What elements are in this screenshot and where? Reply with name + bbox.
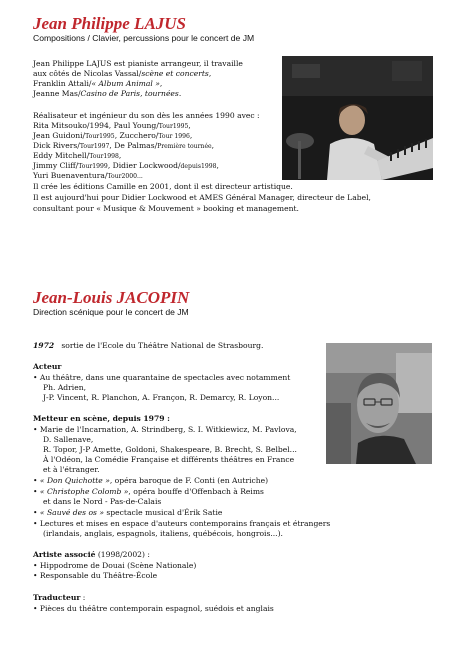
lajus-career-line-2: Rita Mitsouko/1994, Paul Young/Tour1995,	[33, 121, 191, 130]
lajus-career-line-6: Jimmy Cliff/Tour1999, Didier Lockwood/depuis1998,	[33, 161, 219, 170]
jacopin-traducteur-line-1: • Pièces du théâtre contemporain espagnol, suédois et anglais	[33, 604, 274, 613]
jacopin-artiste-line-2: • Responsable du Théâtre-École	[33, 571, 158, 580]
lajus-intro-line-1: Jean Philippe LAJUS est pianiste arrangeur, il travaille	[33, 59, 243, 68]
lajus-intro-line-3: Franklin Attali/« Album Animal »,	[33, 79, 163, 88]
jacopin-acteur-line-1: • Au théâtre, dans une quarantaine de spectacles avec notamment	[33, 373, 291, 382]
lajus-career-line-9: Il est aujourd'hui pour Didier Lockwood et AMES Général Manager, directeur de Label,	[33, 193, 371, 202]
jacopin-metteur-line-3: R. Topor, J-P Amette, Goldoni, Shakespeare, B. Brecht, S. Belbel...	[43, 445, 297, 454]
lajus-career-line-10: consultant pour « Musique & Mouvement » booking et management.	[33, 204, 299, 213]
jacopin-acteur-title: Acteur	[33, 362, 62, 371]
jacopin-metteur-line-2: D. Sallenave,	[43, 435, 94, 444]
lajus-intro-line-4: Jeanne Mas/Casino de Paris, tournées.	[33, 89, 182, 98]
lajus-career-line-1: Réalisateur et ingénieur du son dès les années 1990 avec :	[33, 111, 260, 120]
jacopin-metteur-line-11: (irlandais, anglais, espagnols, italiens, québécois, hongrois...).	[43, 529, 283, 538]
jacopin-metteur-line-9: • « Sauvé des os » spectacle musical d'Érik Satie	[33, 508, 223, 517]
jacopin-metteur-line-1: • Marie de l'Incarnation, A. Strindberg, S. I. Witkiewicz, M. Pavlova,	[33, 425, 297, 434]
jacopin-acteur-line-2: Ph. Adrien,	[43, 383, 87, 392]
lajus-career-line-5: Eddy Mitchell/Tour1998,	[33, 151, 122, 160]
jacopin-traducteur-title: Traducteur :	[33, 593, 86, 602]
jacopin-metteur-line-8: et dans le Nord - Pas-de-Calais	[43, 497, 162, 506]
jacopin-acteur-line-3: J-P. Vincent, R. Planchon, A. Françon, R. Demarcy, R. Loyon...	[43, 393, 280, 402]
lajus-career-line-3: Jean Guidoni/Tour1995, Zucchero/Tour 1996,	[33, 131, 193, 140]
jacopin-artiste-line-1: • Hippodrome de Douai (Scène Nationale)	[33, 561, 197, 570]
jacopin-metteur-line-4: À l'Odéon, la Comédie Française et différents théâtres en France	[43, 455, 295, 464]
lajus-career-line-4: Dick Rivers/Tour1997, De Palmas/Première tournée,	[33, 141, 215, 150]
jacopin-metteur-line-5: et à l'étranger.	[43, 465, 100, 474]
jacopin-metteur-line-7: • « Christophe Colomb », opéra bouffe d'Offenbach à Reims	[33, 487, 264, 496]
jacopin-artiste-title: Artiste associé (1998/2002) :	[33, 550, 150, 559]
jacopin-role: Direction scénique pour le concert de JM	[33, 307, 189, 317]
lajus-intro-line-2: aux côtés de Nicolas Vassal/scène et concerts,	[33, 69, 212, 78]
lajus-name: Jean Philippe LAJUS	[33, 14, 187, 33]
lajus-career-line-8: Il crée les éditions Camille en 2001, dont il est directeur artistique.	[33, 182, 293, 191]
jacopin-name: Jean-Louis JACOPIN	[33, 288, 190, 307]
lajus-role: Compositions / Clavier, percussions pour le concert de JM	[33, 33, 255, 43]
jacopin-metteur-line-10: • Lectures et mises en espace d'auteurs contemporains français et étrangers	[33, 519, 331, 528]
lajus-career-line-7: Yuri Buenaventura/Tour2000...	[33, 171, 143, 180]
jacopin-year-line: 1972 sortie de l'Ecole du Théâtre National de Strasbourg.	[33, 341, 264, 350]
jacopin-metteur-line-6: • « Don Quichotte », opéra baroque de F. Conti (en Autriche)	[33, 476, 269, 485]
lajus-photo	[282, 56, 433, 180]
jacopin-photo	[326, 343, 432, 464]
jacopin-metteur-title: Metteur en scène, depuis 1979 :	[33, 414, 170, 423]
